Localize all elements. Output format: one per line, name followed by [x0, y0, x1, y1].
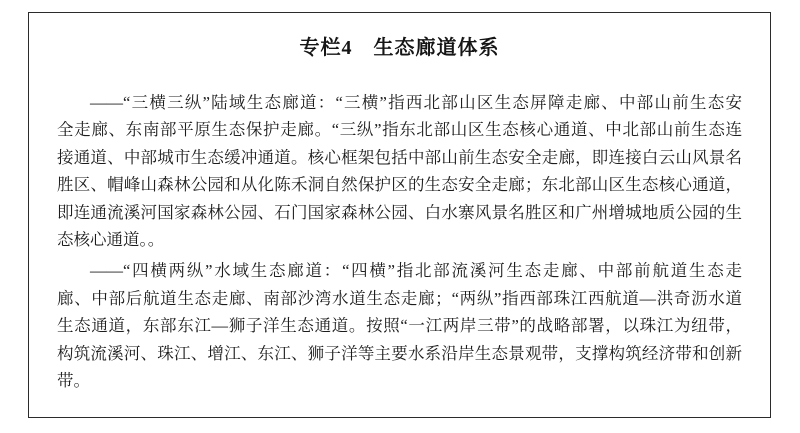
panel-title: 专栏4 生态廊道体系	[299, 37, 500, 59]
text-line: 生态通道，东部东江—狮子洋生态通道。按照“一江两岸三带”的战略部署，以珠江为纽带，	[57, 316, 742, 336]
text-line: 即连通流溪河国家森林公园、石门国家森林公园、白水寨风景名胜区和广州增城地质公园的生	[57, 202, 742, 222]
paragraph-water-corridors	[57, 257, 742, 394]
text-line: 态核心通道。。	[57, 230, 165, 250]
text-line: 带。	[57, 371, 90, 391]
callout-box	[28, 12, 771, 418]
paragraph-land-corridors	[57, 89, 742, 253]
text-line: ——“三横三纵”陆域生态廊道：“三横”指西北部山区生态屏障走廊、中部山前生态安	[90, 93, 742, 112]
panel-body	[57, 89, 742, 394]
text-line: 接通道、中部城市生态缓冲通道。核心框架包括中部山前生态安全走廊，即连接白云山风景名	[57, 147, 742, 167]
text-line: 廊、中部后航道生态走廊、南部沙湾水道生态走廊；“两纵”指西部珠江西航道—洪奇沥水道	[57, 288, 742, 308]
text-line: 全走廊、东南部平原生态保护走廊。“三纵”指东北部山区生态核心通道、中北部山前生态连	[57, 120, 742, 140]
text-line: 构筑流溪河、珠江、增江、东江、狮子洋等主要水系沿岸生态景观带，支撑构筑经济带和创新	[57, 343, 742, 363]
text-line: ——“四横两纵”水域生态廊道：“四横”指北部流溪河生态走廊、中部前航道生态走	[90, 261, 742, 281]
text-line: 胜区、帽峰山森林公园和从化陈禾洞自然保护区的生态安全走廊；东北部山区生态核心通道，	[57, 175, 742, 195]
